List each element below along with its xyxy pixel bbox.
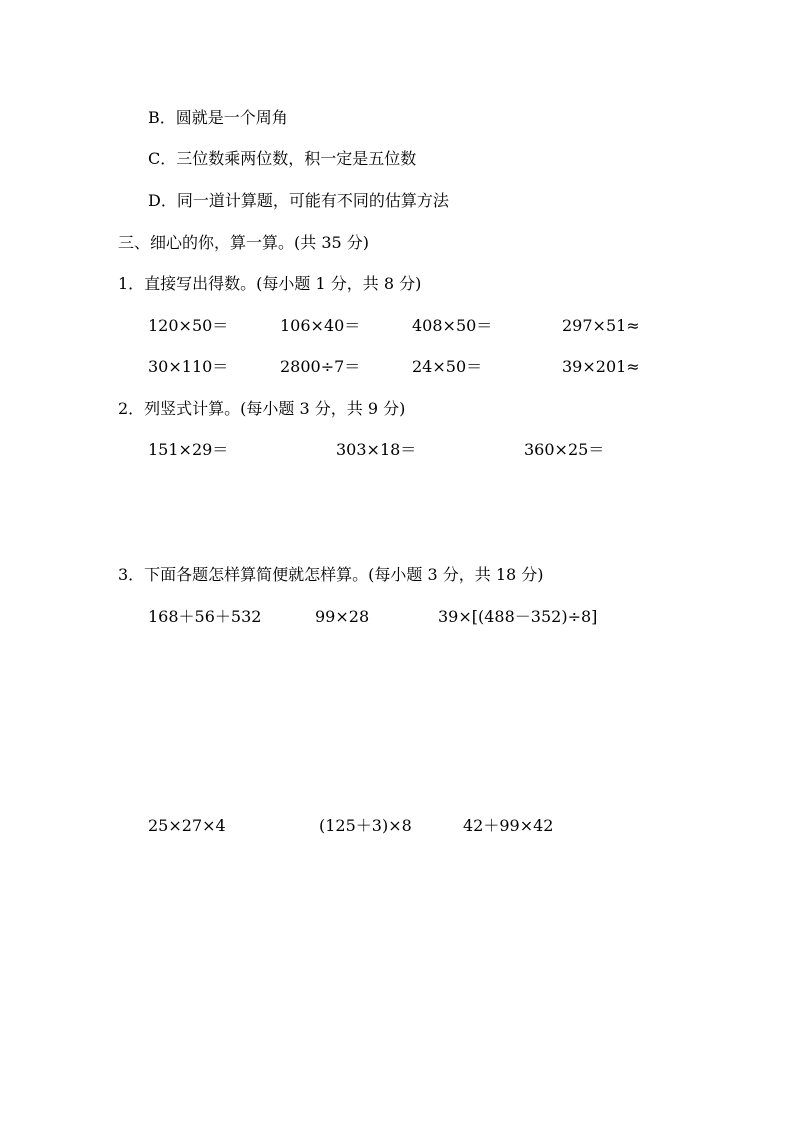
q3-expression: (125＋3)×8 [319, 816, 412, 835]
q3-expression: 168＋56＋532 [148, 607, 262, 626]
option-b: B．圆就是一个周角 [148, 108, 288, 127]
q1-expression: 30×110＝ [148, 357, 229, 376]
question-1-title: 1．直接写出得数。(每小题 1 分，共 8 分) [118, 274, 422, 293]
q2-expression: 360×25＝ [524, 440, 605, 459]
q1-expression: 297×51≈ [562, 316, 640, 335]
question-3-title: 3．下面各题怎样算简便就怎样算。(每小题 3 分，共 18 分) [118, 565, 544, 584]
q1-expression: 106×40＝ [280, 316, 361, 335]
q1-expression: 39×201≈ [562, 357, 640, 376]
option-d: D．同一道计算题，可能有不同的估算方法 [148, 191, 449, 210]
option-c: C．三位数乘两位数，积一定是五位数 [148, 149, 417, 168]
q2-expression: 151×29＝ [148, 440, 229, 459]
q3-expression: 25×27×4 [148, 816, 226, 835]
q1-expression: 24×50＝ [412, 357, 483, 376]
q3-expression: 99×28 [315, 607, 370, 626]
q3-expression: 42＋99×42 [463, 816, 554, 835]
q1-expression: 2800÷7＝ [280, 357, 361, 376]
q2-expression: 303×18＝ [336, 440, 417, 459]
q3-expression: 39×[(488－352)÷8] [438, 607, 598, 626]
q1-expression: 408×50＝ [412, 316, 493, 335]
section-heading: 三、细心的你，算一算。(共 35 分) [118, 233, 370, 252]
q1-expression: 120×50＝ [148, 316, 229, 335]
question-2-title: 2．列竖式计算。(每小题 3 分，共 9 分) [118, 399, 406, 418]
